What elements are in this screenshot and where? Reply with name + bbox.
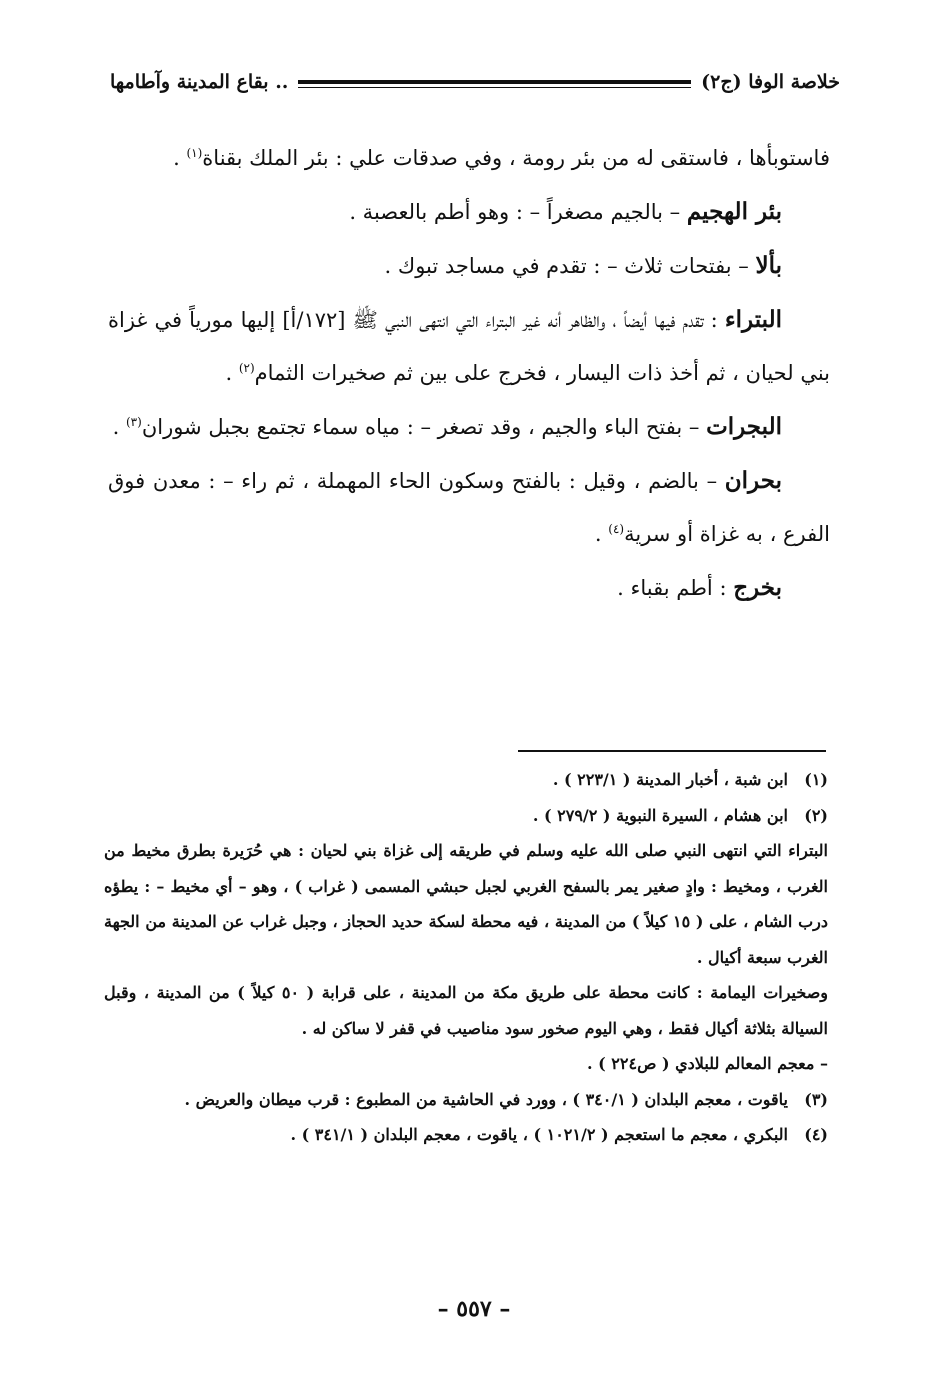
entry-headword: البجرات — [706, 413, 782, 440]
footnote-2-source: – معجم المعالم للبلادي ( ص٢٢٤ ) . — [587, 1054, 828, 1073]
entry-headword: بحران — [724, 467, 782, 494]
footnote-2-commentary: البتراء التي انتهى النبي صلى الله عليه وسلم في طريقه إلى غزاة بني لحيان : هي حُرَيرة بطرق مخيط من الغرب ، ومخيط : وادٍ صغير يمر بالسفح الغربي لجبل حبشي المسمى ( غراب ) ، وهو – أي مخيط – : يطؤه درب الشام ، على ( ١٥ كيلاً ) من المدينة ، فيه محطة لسكة حديد الحجاز ، وجبل غراب عن المدينة من الجهة الغرب سبعة أكيال . — [104, 841, 828, 967]
entry-bala: بألا – بفتحات ثلاث – : تقدم في مساجد تبوك . — [384, 252, 782, 279]
page-number: – ٥٥٧ – — [437, 1296, 511, 1322]
header-rule — [298, 80, 691, 84]
entry-buhran: بحران – بالضم ، وقيل : بالفتح وسكون الحاء المهملة ، ثم راء – : معدن فوق الفرع ، به غزاة أو سرية$^{(٤)}$ . — [108, 467, 830, 546]
running-header — [110, 62, 840, 102]
footnote-4: (٤)البكري ، معجم ما استعجم ( ١٠٢١/٢ ) ، ياقوت ، معجم البلدان ( ٣٤١/١ ) . — [290, 1125, 828, 1144]
entry-albatra: البتراء : تقدم فيها أيضاً ، والظاهر أنه غير البتراء التي انتهى النبي ﷺ [١٧٢/أ] إليها مورياً في غزاة بني لحيان ، ثم أخذ ذات اليسار ، فخرج على بين ثم صخيرات الثمام$^{(٢)}$ . — [108, 306, 830, 385]
footnote-3: (٣)ياقوت ، معجم البلدان ( ٣٤٠/١ ) ، وورد في الحاشية من المطبوع : قرب ميطان والعريض . — [184, 1089, 828, 1109]
footnote-ref: (٢) — [238, 361, 255, 375]
section-title: بقاع المدينة وآطامها .. — [110, 71, 289, 93]
footnote-ref: (١) — [186, 146, 203, 160]
entry-bir-alhujaym: بئر الهجيم – بالجيم مصغراً – : وهو أطم بالعصبة . — [349, 198, 782, 225]
entry-headword: بئر الهجيم — [686, 198, 782, 225]
footnotes — [104, 762, 828, 1153]
entry-headword: بخرج — [733, 574, 782, 601]
entry-albajarat: البجرات – بفتح الباء والجيم ، وقد تصغر – : مياه سماء تجتمع بجبل شوران$^{(٣)}$ . — [112, 413, 782, 440]
entry-headword: بألا — [755, 252, 782, 279]
paragraph-continuation: فاستوبأها ، فاستقى له من بئر رومة ، وفي صدقات علي : بئر الملك بقناة$^{(١)}$ . — [173, 146, 830, 170]
footnote-ref: (٤) — [608, 522, 625, 536]
footnote-separator — [518, 750, 826, 752]
book-title: خلاصة الوفا (ج٢) — [701, 71, 840, 93]
footnote-1: (١)ابن شبة ، أخبار المدينة ( ٢٢٣/١ ) . — [552, 770, 828, 789]
entry-headword: البتراء — [724, 306, 782, 333]
footnote-ref: (٣) — [125, 415, 142, 429]
entry-bukhraj: بخرج : أطم بقباء . — [617, 574, 782, 601]
footnote-2: (٢)ابن هشام ، السيرة النبوية ( ٢٧٩/٢ ) . — [532, 805, 828, 825]
footnote-2-commentary: وصخيرات اليمامة : كانت محطة على طريق مكة من المدينة ، على قرابة ( ٥٠ كيلاً ) من المدينة ، وقبل السيالة بثلاثة أكيال فقط ، وهي اليوم صخور سود مناصيب في قفر لا ساكن له . — [104, 983, 829, 1038]
main-text — [108, 132, 830, 615]
